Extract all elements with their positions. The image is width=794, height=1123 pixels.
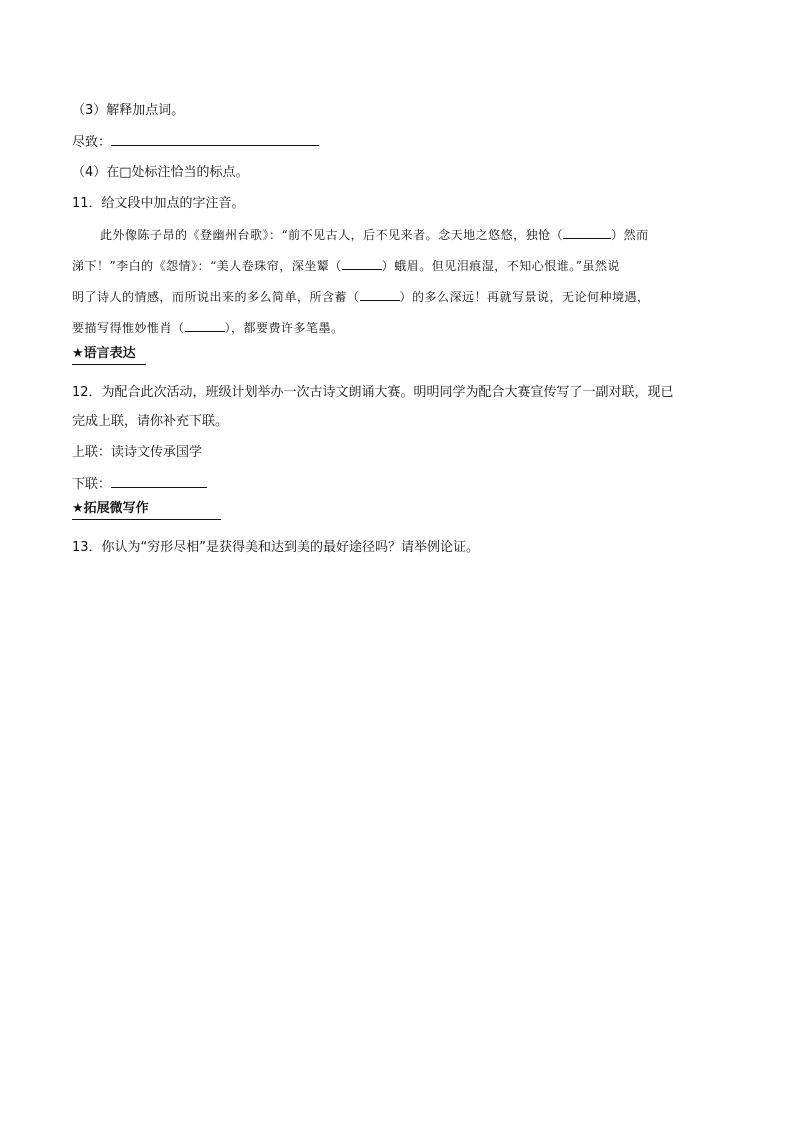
passage-line-3: 明了诗人的情感，而所说出来的多么简单，所含蓄（ ）的多么深远！再就写景说，无论何种境遇， bbox=[72, 290, 650, 304]
pinyin-blank bbox=[563, 226, 611, 239]
pinyin-blank bbox=[185, 319, 225, 332]
pinyin-blank bbox=[342, 257, 382, 270]
pinyin-blank bbox=[360, 288, 400, 301]
term-label: 尽致： bbox=[72, 135, 112, 150]
section-heading-language: ★语言表达 bbox=[72, 345, 146, 365]
passage-line-4: 要描写得惟妙惟肖（ ），都要费许多笔墨。 bbox=[72, 321, 344, 335]
q10-sub4: （4）在□处标注恰当的标点。 bbox=[72, 165, 249, 180]
lower-couplet-row bbox=[72, 475, 207, 494]
passage-line-1: 此外像陈子昂的《登幽州台歌》：“前不见古人，后不见来者。念天地之悠悠，独怆（ ）然而 bbox=[100, 228, 649, 242]
q13-prompt: 13．你认为“穷形尽相”是获得美和达到美的最好途径吗？请举例论证。 bbox=[72, 540, 480, 555]
upper-couplet: 上联：读诗文传承国学 bbox=[72, 445, 203, 460]
answer-blank bbox=[111, 133, 319, 146]
q12-line-1: 12．为配合此次活动，班级计划举办一次古诗文朗诵大赛。明明同学为配合大赛宣传写了一副对联，现已 bbox=[72, 385, 674, 400]
q10-sub3: （3）解释加点词。 bbox=[72, 103, 185, 118]
q12-line-2: 完成上联，请你补充下联。 bbox=[72, 414, 229, 429]
section-heading-writing: ★拓展微写作 bbox=[72, 500, 221, 520]
q10-term-row bbox=[72, 133, 319, 152]
q11-prompt: 11．给文段中加点的字注音。 bbox=[72, 196, 245, 211]
answer-blank bbox=[111, 475, 207, 488]
lower-couplet-label: 下联： bbox=[72, 477, 112, 492]
passage-line-2: 涕下！”李白的《怨情》：“美人卷珠帘，深坐颦（ ）蛾眉。但见泪痕湿，不知心恨谁。”虽然说 bbox=[72, 259, 620, 273]
